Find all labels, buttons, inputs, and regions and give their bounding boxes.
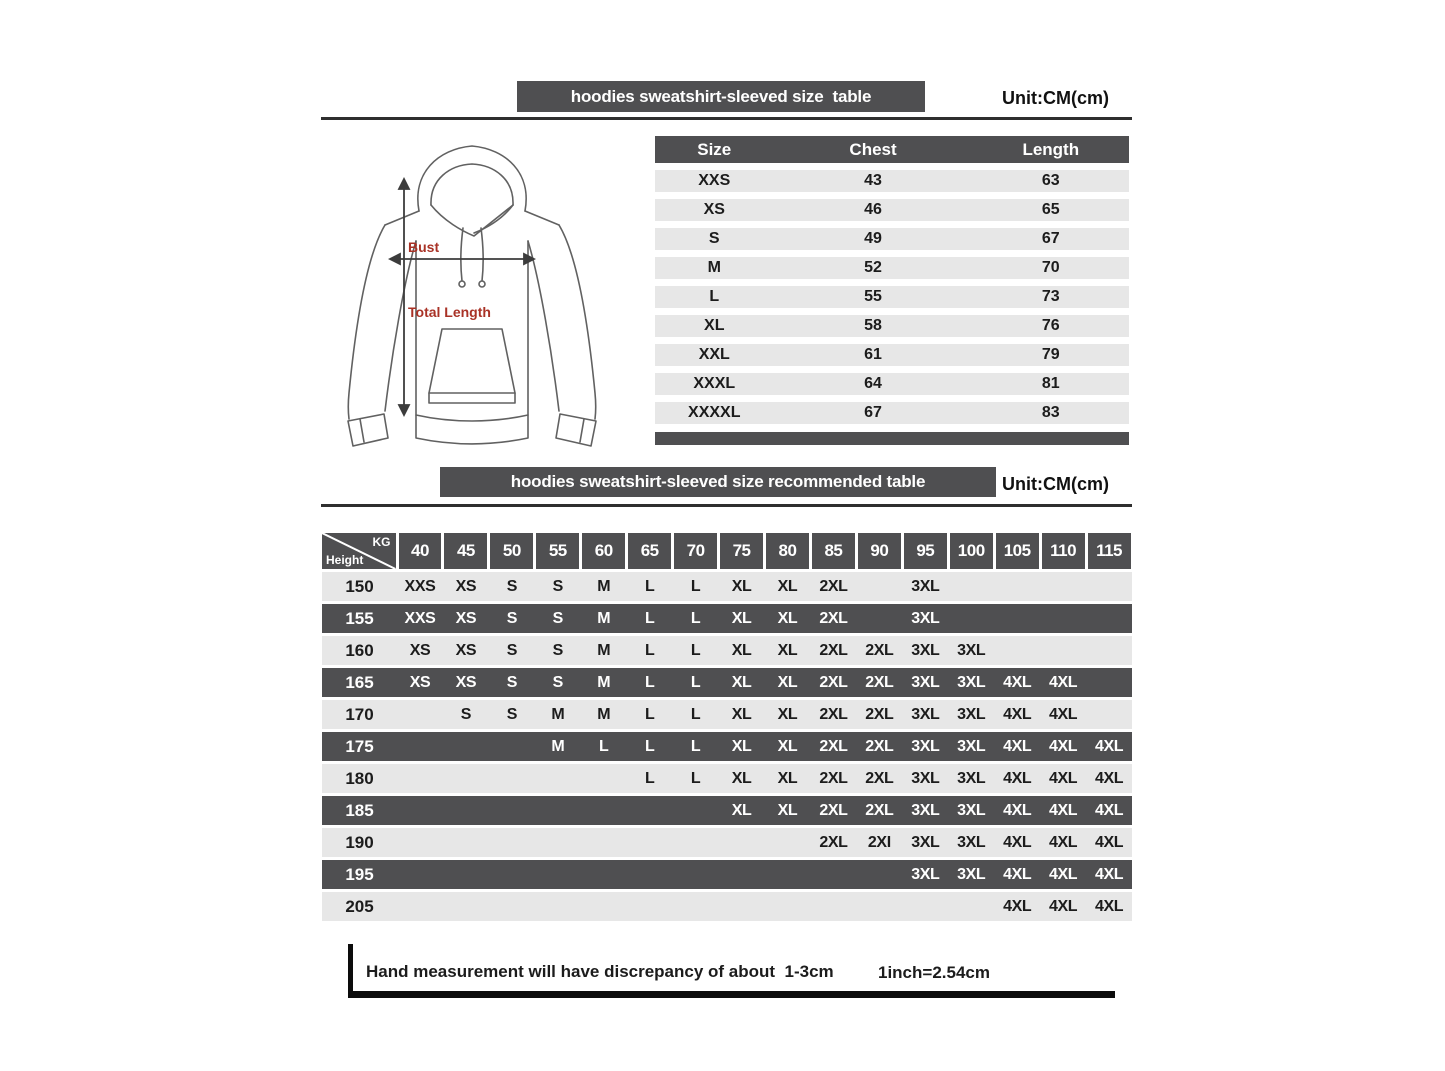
chest-cell: 46 [864,201,882,218]
size-value-cell: S [552,673,563,691]
size-value-cell: XS [455,641,477,659]
hoodie-outline [322,131,622,461]
size-value-cell: 3XL [957,705,986,723]
size-value-cell: L [690,673,701,691]
size-value-cell: 3XL [911,801,940,819]
height-label: 160 [345,640,374,660]
recommend-table-row [322,828,1132,857]
unit-label-2: Unit:CM(cm) [1002,474,1109,494]
size-value-cell: L [690,737,701,755]
recommend-table-row [322,604,1132,633]
height-label: 155 [345,608,374,628]
weight-header-cell: 110 [1042,533,1085,569]
size-value-cell: 4XL [1049,737,1078,755]
weight-header-cell: 40 [399,533,442,569]
size-value-cell: 4XL [1003,673,1032,691]
size-value-cell: 4XL [1049,833,1078,851]
size-value-cell: XS [409,641,431,659]
size-value-cell: S [506,705,517,723]
size-value-cell: L [644,673,655,691]
size-value-cell: 4XL [1094,801,1124,819]
size-value-cell: M [597,641,611,659]
size-value-cell: L [690,769,701,787]
chest-cell: 52 [864,259,882,276]
weight-header-cell: 60 [582,533,625,569]
size-value-cell: XL [731,737,752,755]
height-axis-label: Height [326,553,364,567]
size-cell: XS [703,201,725,218]
size-value-cell: 4XL [1049,673,1078,691]
recommend-table-row [322,572,1132,601]
size-value-cell: XL [731,769,752,787]
size-value-cell: L [690,641,701,659]
weight-header-cell: 50 [490,533,533,569]
size-value-cell: L [599,737,609,755]
size-value-cell: 2XL [819,801,848,819]
size-value-cell: 3XL [957,737,986,755]
height-label: 195 [345,864,374,884]
size-value-cell: S [552,609,563,627]
size-value-cell: XL [731,577,752,595]
length-cell: 67 [1041,230,1060,247]
size-value-cell: XXS [404,577,436,595]
size-table-row [655,315,1129,337]
size-value-cell: S [506,609,517,627]
size-table-row [655,257,1129,279]
size-value-cell: 2XL [865,737,894,755]
length-cell: 81 [1041,375,1060,392]
size-value-cell: 3XL [911,769,940,787]
weight-header-cell: 70 [674,533,717,569]
size-value-cell: M [597,673,611,691]
kg-height-corner-cell [322,533,396,569]
length-cell: 63 [1041,172,1060,189]
size-value-cell: S [506,673,517,691]
size-value-cell: XL [777,769,798,787]
size-value-cell: 3XL [911,609,940,627]
size-value-cell: XL [731,609,752,627]
size-value-cell: 2XL [819,673,848,691]
size-value-cell: XL [777,641,798,659]
length-cell: 79 [1041,346,1060,363]
weight-header-cell: 75 [720,533,763,569]
size-cell: S [708,230,720,247]
length-column-header: Length [1022,139,1080,159]
size-value-cell: 4XL [1094,769,1124,787]
chest-cell: 64 [864,375,882,392]
size-value-cell: 4XL [1003,801,1032,819]
size-value-cell: 2XL [865,769,894,787]
size-value-cell: 4XL [1094,865,1124,883]
recommend-table-row [322,732,1132,761]
size-value-cell: 2XL [865,801,894,819]
chest-column-header: Chest [849,139,897,159]
length-cell: 83 [1041,404,1060,421]
size-table-bottom-bar [655,432,1129,445]
size-value-cell: 3XL [911,673,940,691]
size-value-cell: S [506,641,517,659]
size-value-cell: XL [731,705,752,723]
height-label: 205 [345,896,374,916]
size-value-cell: 3XL [911,865,940,883]
weight-header-cell: 85 [812,533,855,569]
weight-header-cell: 80 [766,533,809,569]
measurement-note: Hand measurement will have discrepancy of about 1-3cm [366,962,834,981]
unit-label-1: Unit:CM(cm) [1002,88,1109,108]
size-value-cell: 2XL [819,833,848,851]
size-value-cell: L [690,609,701,627]
size-table-row [655,199,1129,221]
size-cell: XXS [698,172,731,189]
size-value-cell: 4XL [1003,705,1032,723]
size-value-cell: 3XL [957,641,986,659]
weight-header-cell: 105 [996,533,1039,569]
chest-cell: 67 [864,404,882,421]
size-value-cell: 4XL [1049,801,1078,819]
size-value-cell: XL [777,801,798,819]
size-table-row [655,286,1129,308]
footer-bottom-bar [348,991,1115,998]
size-table-body [655,170,1129,424]
weight-header-cell: 45 [444,533,487,569]
size-value-cell: 4XL [1094,737,1124,755]
recommend-table [322,533,1132,921]
size-value-cell: S [460,705,472,723]
size-value-cell: L [690,577,701,595]
size-value-cell: 4XL [1003,865,1032,883]
size-cell: XXXL [693,375,736,392]
size-value-cell: 2XL [819,769,848,787]
size-value-cell: XL [777,673,798,691]
recommend-table-row [322,668,1132,697]
size-value-cell: 3XL [957,801,986,819]
recommend-table-body [322,572,1132,921]
size-value-cell: XS [409,673,431,691]
kg-label: KG [372,535,391,549]
size-value-cell: XL [777,705,798,723]
size-cell: M [707,259,721,276]
size-value-cell: 4XL [1003,897,1032,915]
size-table-title-text: hoodies sweatshirt-sleeved size table [570,86,872,106]
height-label: 175 [345,736,374,756]
recommend-table-row [322,860,1132,889]
size-value-cell: XL [731,673,752,691]
size-value-cell: 3XL [911,641,940,659]
size-value-cell: XL [731,801,752,819]
size-value-cell: 2XL [865,705,894,723]
size-value-cell: 2XL [865,673,894,691]
size-value-cell: XL [777,609,798,627]
size-table [655,136,1129,445]
weight-header-row [322,533,1132,569]
size-value-cell: 4XL [1049,705,1078,723]
length-cell: 73 [1041,288,1060,305]
size-value-cell: 3XL [911,833,940,851]
height-label: 165 [345,672,374,692]
size-value-cell: XS [455,577,477,595]
recommend-table-title-text: hoodies sweatshirt-sleeved size recommended table [510,472,926,491]
weight-header-cell: 90 [858,533,901,569]
size-value-cell: 2XL [819,737,848,755]
footer-left-bar [348,944,353,998]
length-cell: 76 [1041,317,1060,334]
size-value-cell: 2XI [867,833,891,851]
size-value-cell: XS [455,673,477,691]
size-value-cell: L [644,609,655,627]
recommend-table-row [322,764,1132,793]
chest-cell: 61 [864,346,882,363]
size-value-cell: XXS [404,609,436,627]
recommend-table-row [322,892,1132,921]
size-value-cell: 4XL [1003,737,1032,755]
size-table-row [655,373,1129,395]
size-value-cell: L [690,705,701,723]
weight-header-cell: 65 [628,533,671,569]
size-value-cell: L [644,769,655,787]
size-table-row [655,170,1129,192]
size-cell: L [709,288,720,305]
size-value-cell: S [552,577,563,595]
size-value-cell: M [597,577,611,595]
size-value-cell: L [644,705,655,723]
chest-cell: 58 [864,317,882,334]
total-length-label: Total Length [408,304,491,320]
size-value-cell: 2XL [819,609,848,627]
size-table-row [655,344,1129,366]
size-table-header [655,136,1129,163]
size-table-row [655,228,1129,250]
size-value-cell: 3XL [957,833,986,851]
size-value-cell: 4XL [1003,769,1032,787]
size-value-cell: 2XL [819,705,848,723]
size-value-cell: 4XL [1094,833,1124,851]
size-value-cell: XS [455,609,477,627]
size-value-cell: 3XL [911,737,940,755]
size-value-cell: 2XL [865,641,894,659]
hoodie-diagram [322,131,622,461]
recommend-table-title [440,467,996,497]
size-value-cell: XL [777,737,798,755]
size-value-cell: 2XL [819,641,848,659]
size-value-cell: M [551,705,565,723]
chest-cell: 55 [864,288,882,305]
recommend-table-row [322,796,1132,825]
size-value-cell: M [597,609,611,627]
size-column-header: Size [697,139,732,159]
size-value-cell: 3XL [957,865,986,883]
weight-header-cell: 115 [1088,533,1131,569]
size-value-cell: M [597,705,611,723]
height-label: 150 [345,576,374,596]
size-cell: XXXXL [688,404,741,421]
size-value-cell: S [552,641,563,659]
size-value-cell: L [644,737,655,755]
recommend-table-row [322,636,1132,665]
size-value-cell: 3XL [911,577,940,595]
height-label: 190 [345,832,374,852]
size-value-cell: 4XL [1049,769,1078,787]
size-table-row [655,402,1129,424]
height-label: 170 [345,704,374,724]
size-table-title [517,81,925,112]
size-value-cell: 3XL [957,673,986,691]
size-value-cell: S [506,577,517,595]
weight-header-cell: 55 [536,533,579,569]
length-arrow [399,179,409,415]
divider-line-1 [321,117,1132,120]
height-label: 185 [345,800,374,820]
height-label: 180 [345,768,374,788]
divider-line-2 [321,504,1132,507]
chest-cell: 43 [864,172,882,189]
weight-header-cell: 95 [904,533,947,569]
length-cell: 70 [1041,259,1060,276]
inch-conversion-note: 1inch=2.54cm [878,963,990,982]
size-value-cell: 3XL [911,705,940,723]
length-cell: 65 [1041,201,1060,218]
size-cell: XXL [698,346,730,363]
size-value-cell: 4XL [1003,833,1032,851]
weight-header-cell: 100 [950,533,993,569]
bust-label: Bust [408,239,440,255]
size-value-cell: 3XL [957,769,986,787]
size-value-cell: 2XL [819,577,848,595]
recommend-table-row [322,700,1132,729]
size-value-cell: M [551,737,565,755]
chest-cell: 49 [864,230,882,247]
size-value-cell: L [644,577,655,595]
size-value-cell: XL [731,641,752,659]
size-value-cell: 4XL [1049,865,1078,883]
size-value-cell: L [644,641,655,659]
size-value-cell: XL [777,577,798,595]
size-value-cell: 4XL [1094,897,1124,915]
size-cell: XL [704,317,725,334]
size-value-cell: 4XL [1049,897,1078,915]
